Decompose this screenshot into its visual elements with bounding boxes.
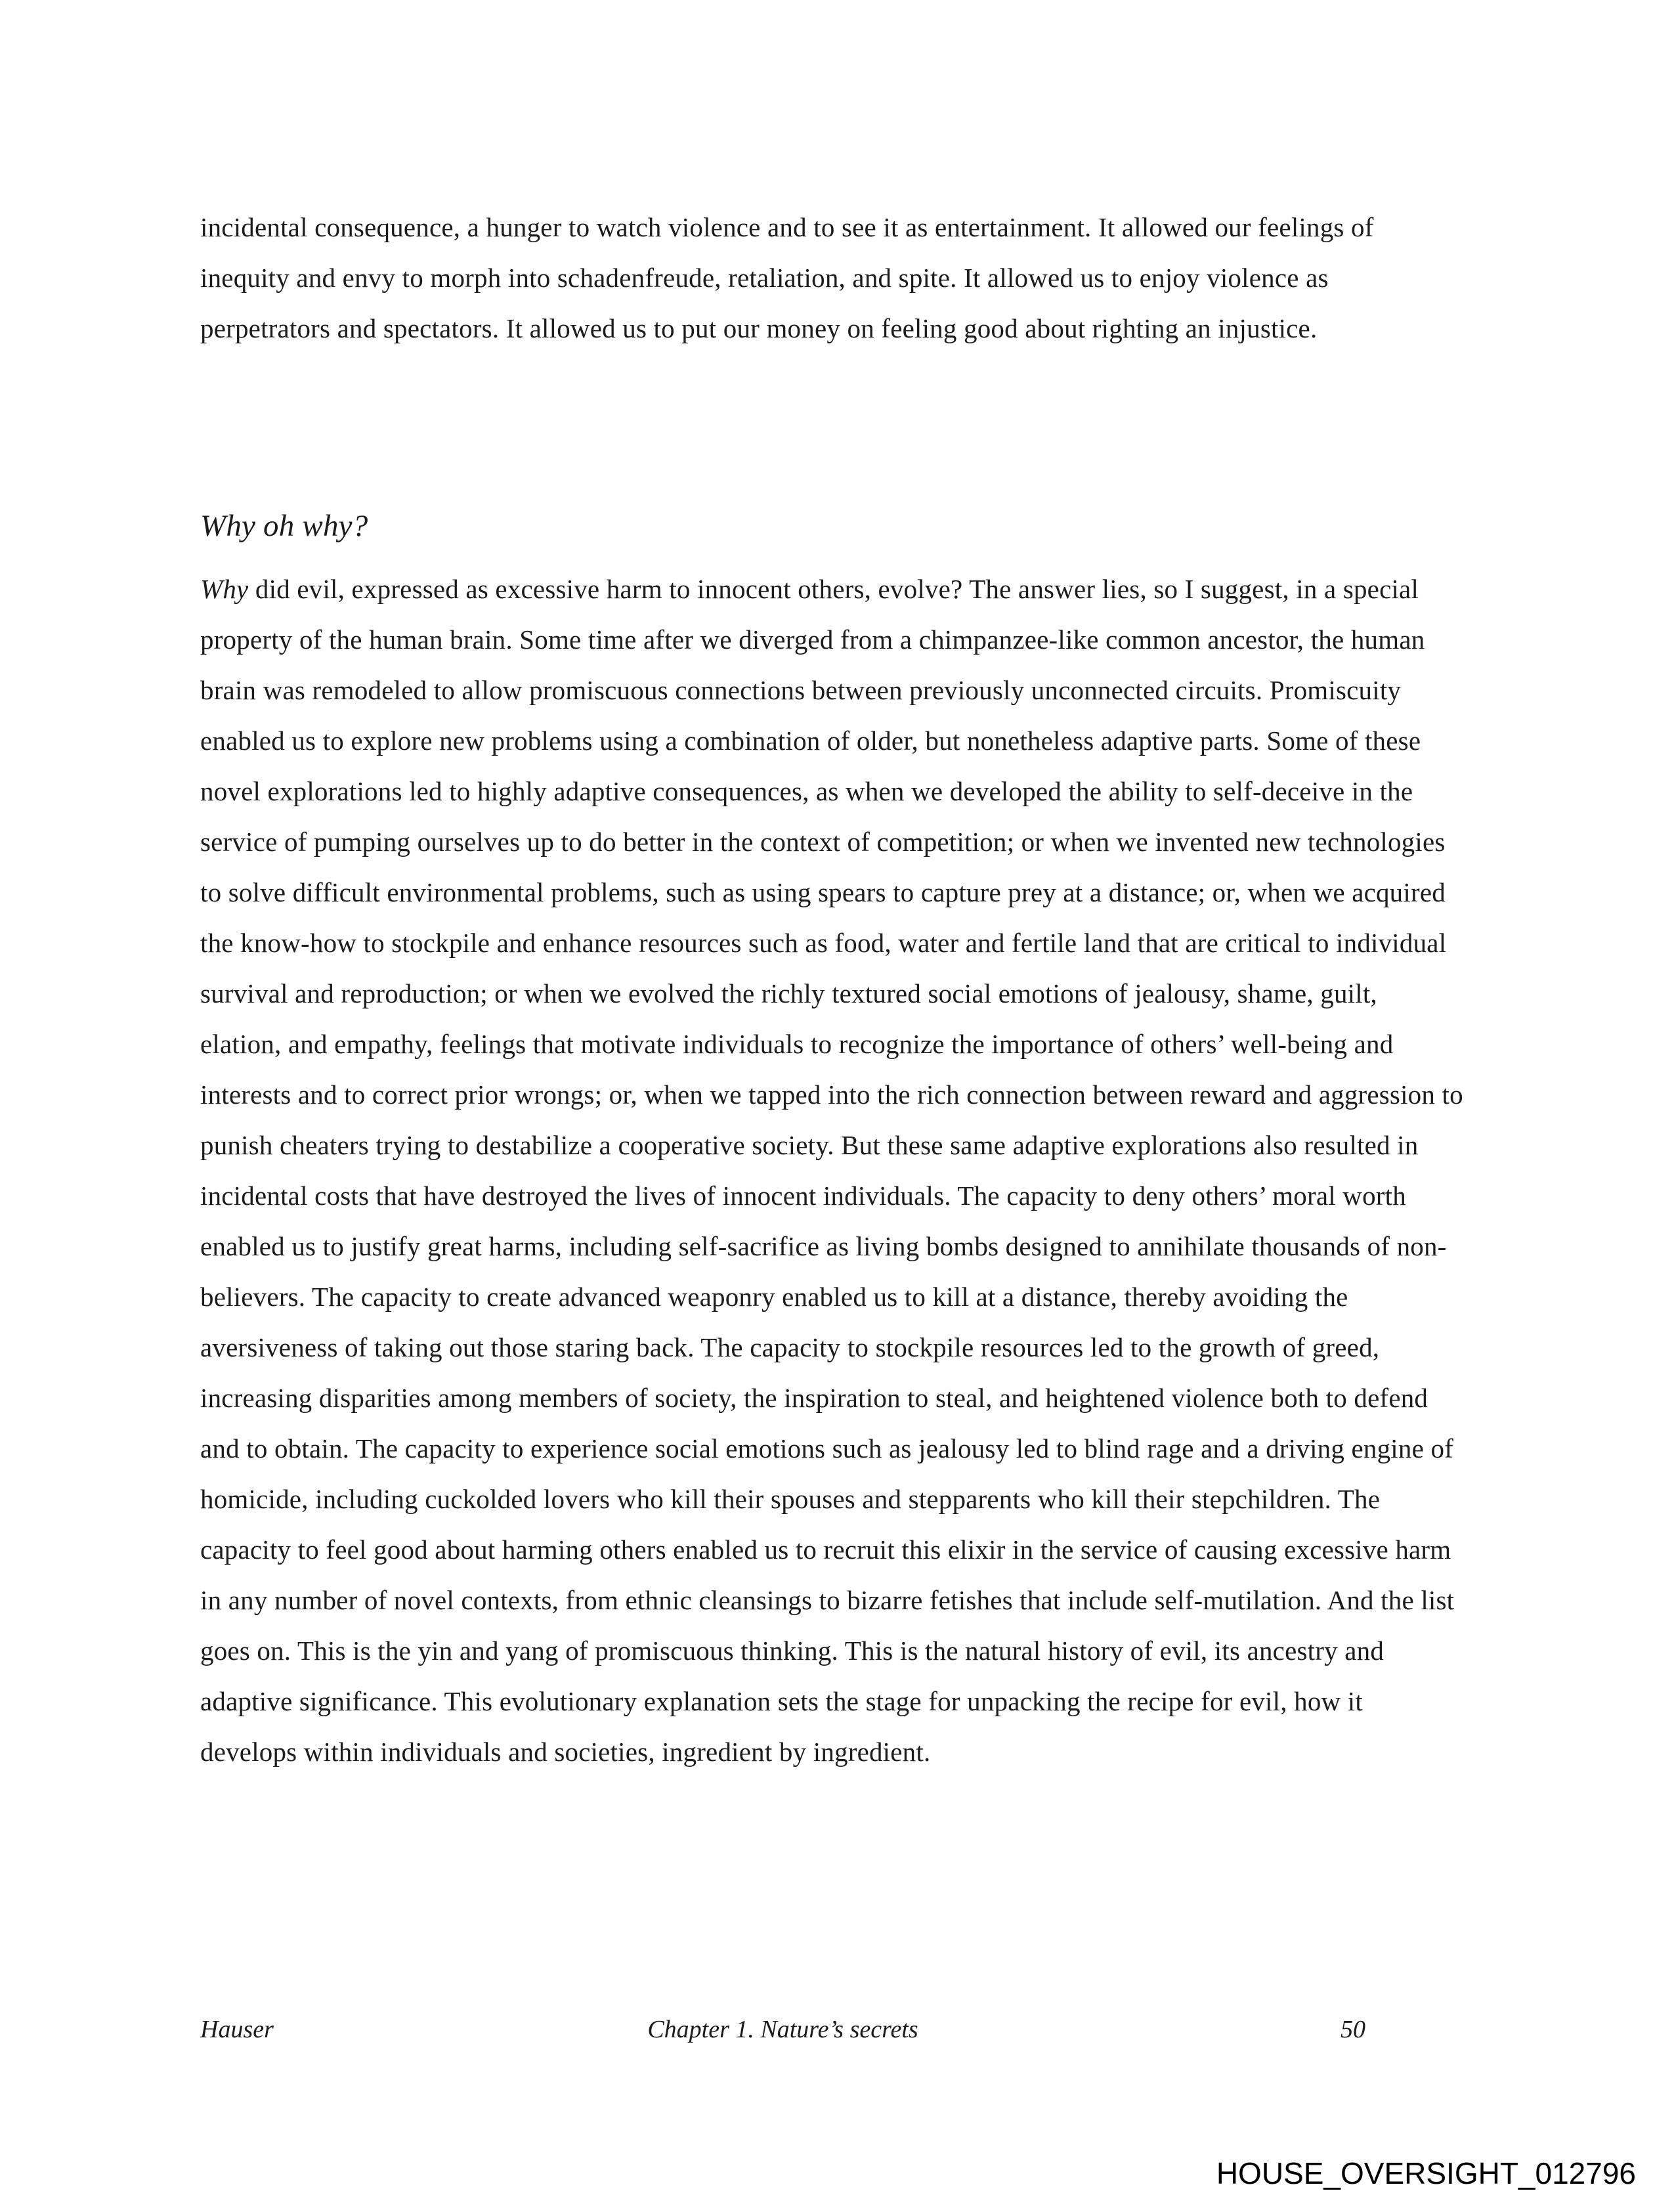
footer-chapter-title: Chapter 1. Nature’s secrets: [647, 2016, 918, 2043]
document-page: [200, 202, 1464, 1777]
footer-page-number: 50: [1341, 2016, 1366, 2043]
section-heading: Why oh why?: [200, 509, 368, 543]
main-paragraph-text: did evil, expressed as excessive harm to innocent others, evolve? The answer lies, so I suggest, in a special property of the human brain. Some time after we diverged from a chimpanzee-like common ancestor, the human brain was remodeled to allow promiscuous connections between previously unconnected circuits. Promiscuity enabled us to explore new problems using a combination of older, but nonetheless adaptive parts. Some of these novel explorations led to highly adaptive consequences, as when we developed the ability to self-deceive in the service of pumping ourselves up to do better in the context of competition; or when we invented new technologies to solve difficult environmental problems, such as using spears to capture prey at a distance; or, when we acquired the know-how to stockpile and enhance resources such as food, water and fertile land that are critical to individual survival and reproduction; or when we evolved the richly textured social emotions of jealousy, shame, guilt, elation, and empathy, feelings that motivate individuals to recognize the importance of others’ well-being and interests and to correct prior wrongs; or, when we tapped into the rich connection between reward and aggression to punish cheaters trying to destabilize a cooperative society. But these same adaptive explorations also resulted in incidental costs that have destroyed the lives of innocent individuals. The capacity to deny others’ moral worth enabled us to justify great harms, including self-sacrifice as living bombs designed to annihilate thousands of non-believers. The capacity to create advanced weaponry enabled us to kill at a distance, thereby avoiding the aversiveness of taking out those staring back. The capacity to stockpile resources led to the growth of greed, increasing disparities among members of society, the inspiration to steal, and heightened violence both to defend and to obtain. The capacity to experience social emotions such as jealousy led to blind rage and a driving engine of homicide, including cuckolded lovers who kill their spouses and stepparents who kill their stepchildren. The capacity to feel good about harming others enabled us to recruit this elixir in the service of causing excessive harm in any number of novel contexts, from ethnic cleansings to bizarre fetishes that include self-mutilation. And the list goes on. This is the yin and yang of promiscuous thinking. This is the natural history of evil, its ancestry and adaptive significance. This evolutionary explanation sets the stage for unpacking the recipe for evil, how it develops within individuals and societies, ingredient by ingredient.: [200, 574, 1463, 1767]
lead-word-italic: Why: [200, 574, 249, 604]
intro-paragraph: incidental consequence, a hunger to watch violence and to see it as entertainment. It allowed our feelings of inequity and envy to morph into schadenfreude, retaliation, and spite. It allowed us to enjoy violence as perpetrators and spectators. It allowed us to put our money on feeling good about righting an injustice.: [200, 212, 1374, 343]
page-footer: [200, 2014, 1464, 2045]
footer-author: Hauser: [200, 2016, 274, 2043]
bates-number-stamp: HOUSE_OVERSIGHT_012796: [1216, 2156, 1636, 2190]
main-paragraph: [200, 564, 1464, 1777]
